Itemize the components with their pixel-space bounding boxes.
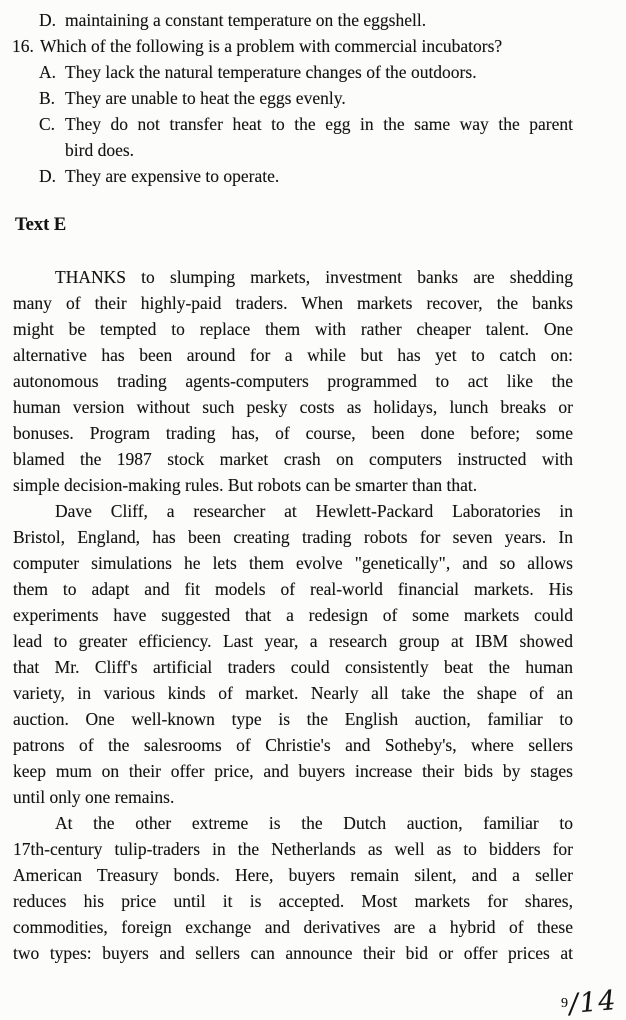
option-line: bird does. xyxy=(65,140,135,160)
option-line: D. They are expensive to operate. xyxy=(0,163,573,189)
option-line: C. They do not transfer heat to the egg in the same way the parent xyxy=(0,111,573,137)
option-letter: A. xyxy=(39,62,57,82)
passage-line: lead to greater efficiency. Last year, a research group at IBM showed xyxy=(13,631,573,651)
passage-line: until only one remains. xyxy=(13,787,175,807)
passage-line: patrons of the salesrooms of Christie's and Sotheby's, where sellers xyxy=(13,735,573,755)
passage-line: might be tempted to replace them with rather cheaper talent. One xyxy=(13,319,573,339)
option-line: B. They are unable to heat the eggs evenly. xyxy=(0,85,573,111)
passage-line: human version without such pesky costs as holidays, lunch breaks or xyxy=(13,397,573,417)
page-number-printed: 9 xyxy=(561,996,569,1011)
carryover-option-text: maintaining a constant temperature on the eggshell. xyxy=(65,10,427,30)
passage-line: that Mr. Cliff's artificial traders could consistently beat the human xyxy=(13,657,573,677)
passage-line: two types: buyers and sellers can announce their bid or offer prices at xyxy=(13,943,573,963)
passage-line: At the other extreme is the Dutch auction, familiar to xyxy=(55,813,573,833)
passage-line: American Treasury bonds. Here, buyers remain silent, and a seller xyxy=(13,865,573,885)
passage-line: keep mum on their offer price, and buyers increase their bids by stages xyxy=(13,761,573,781)
passage-line: them to adapt and fit models of real-world financial markets. His xyxy=(13,579,573,599)
section-heading: Text E xyxy=(15,215,67,235)
question-16-line xyxy=(0,33,606,59)
passage-line: bonuses. Program trading has, of course, been done before; some xyxy=(13,423,573,443)
passage-line: Dave Cliff, a researcher at Hewlett-Packard Laboratories in xyxy=(55,501,573,521)
passage xyxy=(0,264,626,966)
passage-line: 17th-century tulip-traders in the Netherlands as well as to bidders for xyxy=(13,839,573,859)
passage-line: alternative has been around for a while but has yet to catch on: xyxy=(13,345,573,365)
page-number xyxy=(561,984,619,1020)
passage-line: many of their highly-paid traders. When markets recover, the banks xyxy=(13,293,573,313)
passage-line: computer simulations he lets them evolve "genetically", and so allows xyxy=(13,553,573,573)
option-letter: B. xyxy=(39,88,56,108)
question-16-number: 16. xyxy=(12,36,34,56)
passage-line: reduces his price until it is accepted. Most markets for shares, xyxy=(13,891,573,911)
passage-line: Bristol, England, has been creating trading robots for seven years. In xyxy=(13,527,573,547)
carryover-option-line xyxy=(0,7,573,33)
passage-line: autonomous trading agents-computers programmed to act like the xyxy=(13,371,573,391)
option-letter: D. xyxy=(39,166,57,186)
passage-line: blamed the 1987 stock market crash on computers instructed with xyxy=(13,449,573,469)
option-letter: C. xyxy=(39,114,56,134)
option-line: A. They lack the natural temperature changes of the outdoors. xyxy=(0,59,573,85)
page-number-handwritten: /14 xyxy=(567,984,619,1020)
options-list xyxy=(0,59,626,189)
passage-line: simple decision-making rules. But robots can be smarter than that. xyxy=(13,475,478,495)
question-16-text: Which of the following is a problem with commercial incubators? xyxy=(40,36,503,56)
passage-line: experiments have suggested that a redesign of some markets could xyxy=(13,605,573,625)
passage-line: THANKS to slumping markets, investment banks are shedding xyxy=(55,267,573,287)
passage-line: variety, in various kinds of market. Nearly all take the shape of an xyxy=(13,683,573,703)
carryover-option-letter: D. xyxy=(39,10,57,30)
passage-line: commodities, foreign exchange and derivatives are a hybrid of these xyxy=(13,917,573,937)
passage-line: auction. One well-known type is the English auction, familiar to xyxy=(13,709,573,729)
question-block xyxy=(0,7,626,189)
